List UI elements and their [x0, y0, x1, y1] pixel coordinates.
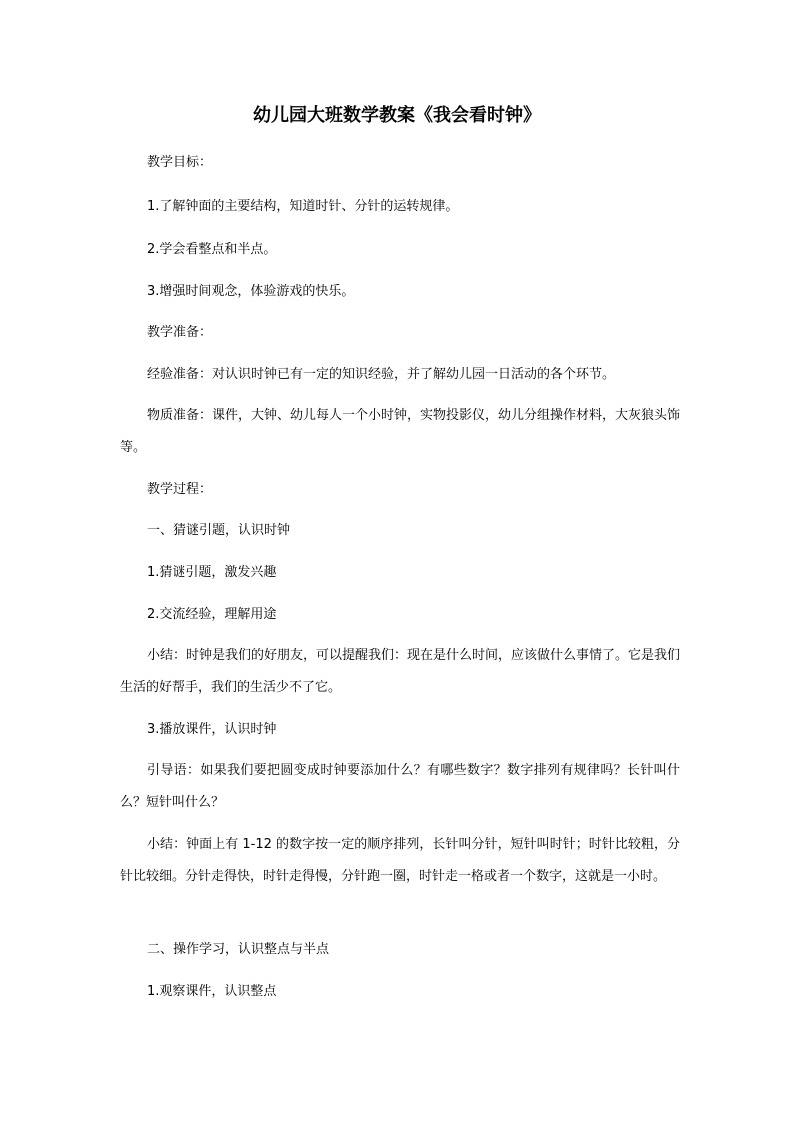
paragraph-step-2-1: 1.观察课件，认识整点: [147, 984, 277, 999]
paragraph-step-1-2: 2.交流经验，理解用途: [147, 607, 277, 622]
paragraph-goal-3: 3.增强时间观念，体验游戏的快乐。: [147, 284, 355, 299]
paragraph-guiding-question: 引导语：如果我们要把圆变成时钟要添加什么？有哪些数字？数字排列有规律吗？长针叫什么？短针叫什么？: [120, 763, 680, 810]
paragraph-step-1-3: 3.播放课件，认识时钟: [147, 722, 277, 737]
paragraph-process-heading: 教学过程：: [147, 482, 213, 497]
paragraph-section-1-heading: 一、猜谜引题，认识时钟: [147, 523, 291, 538]
paragraph-step-1-1: 1.猜谜引题，激发兴趣: [147, 565, 277, 580]
paragraph-goal-2: 2.学会看整点和半点。: [147, 242, 277, 257]
paragraph-material-preparation: 物质准备：课件，大钟、幼儿每人一个小时钟，实物投影仪，幼儿分组操作材料，大灰狼头饰等。: [120, 408, 681, 455]
paragraph-experience-preparation: 经验准备：对认识时钟已有一定的知识经验，并了解幼儿园一日活动的各个环节。: [147, 367, 616, 382]
paragraph-goal-1: 1.了解钟面的主要结构，知道时针、分针的运转规律。: [147, 199, 459, 214]
paragraph-preparation-heading: 教学准备：: [147, 325, 213, 340]
paragraph-section-2-heading: 二、操作学习，认识整点与半点: [147, 942, 330, 957]
document-title: 幼儿园大班数学教案《我会看时钟》: [253, 105, 541, 126]
paragraph-summary-2: 小结：钟面上有 1-12 的数字按一定的顺序排列，长针叫分针，短针叫时针；时针比较粗，分针比较细。分针走得快，时针走得慢，分针跑一圈，时针走一格或者一个数字，这就是一小时。: [120, 837, 680, 884]
paragraph-teaching-goals-heading: 教学目标：: [147, 155, 213, 170]
paragraph-summary-1: 小结：时钟是我们的好朋友，可以提醒我们：现在是什么时间，应该做什么事情了。它是我们生活的好帮手，我们的生活少不了它。: [120, 648, 681, 695]
